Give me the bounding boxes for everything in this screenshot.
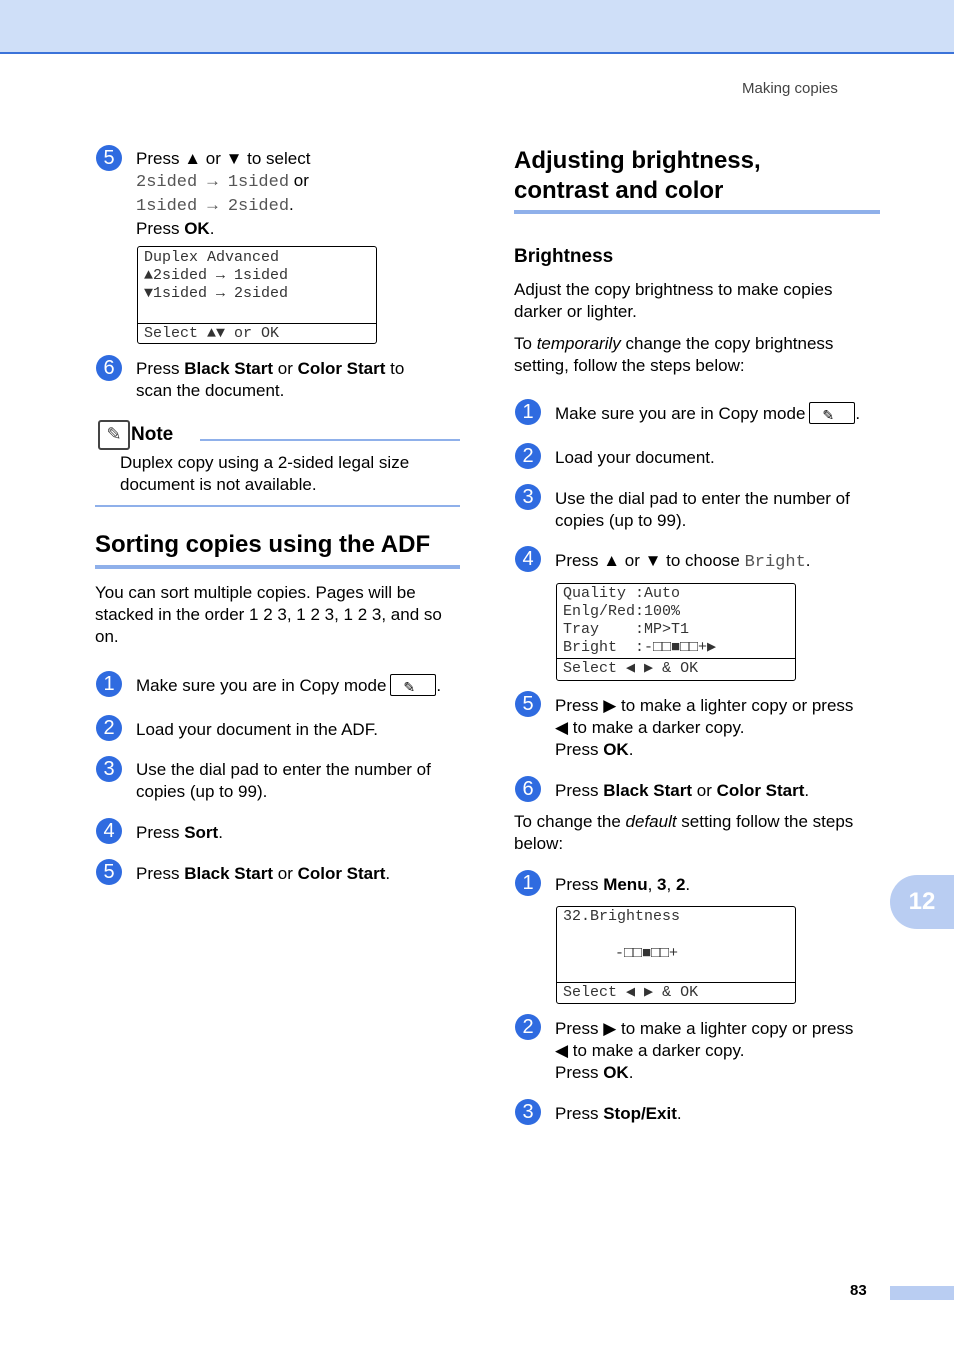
text: to make a darker copy. <box>568 1041 745 1060</box>
step-text: Load your document. <box>555 448 715 467</box>
text: on. <box>95 627 119 646</box>
text: . <box>685 875 691 894</box>
step-number: 4 <box>515 546 541 572</box>
text: Press <box>555 1063 604 1082</box>
lcd-line: Select ▲▼ or OK <box>144 325 280 342</box>
text: setting, follow the steps below: <box>514 356 745 375</box>
text: Press <box>555 875 604 894</box>
text: . <box>628 740 634 759</box>
text: . <box>289 195 294 214</box>
step-number: 3 <box>515 1099 541 1125</box>
paragraph <box>514 279 832 323</box>
sort-key: Sort <box>184 823 219 842</box>
lcd-line: Bright :-□□■□□+▶ <box>563 639 717 656</box>
text: or <box>620 551 645 570</box>
lcd-line: Quality :Auto <box>563 585 681 602</box>
step-number: 3 <box>515 484 541 510</box>
text: Press <box>555 1019 604 1038</box>
option-code: Bright <box>744 553 806 572</box>
step-text <box>555 1103 682 1125</box>
step-text: Load your document in the ADF. <box>136 720 378 739</box>
text: Press <box>555 551 604 570</box>
text: Press <box>136 359 185 378</box>
step-text <box>555 550 811 574</box>
section-rule <box>514 210 880 214</box>
right-arrow-icon: ▶ <box>603 1019 617 1038</box>
lcd-screen-brightness <box>556 906 796 1004</box>
emphasis: temporarily <box>536 334 621 353</box>
step-number: 1 <box>515 870 541 896</box>
text: to make a lighter copy or press <box>616 1019 854 1038</box>
text: copies (up to 99). <box>136 782 268 801</box>
text: Press <box>136 864 185 883</box>
step-number: 2 <box>96 715 122 741</box>
step-number: 2 <box>515 1014 541 1040</box>
text: Press <box>136 219 185 238</box>
step-number: 1 <box>515 399 541 425</box>
text: Make sure you are in Copy mode <box>555 404 806 423</box>
right-arrow-icon: ▶ <box>603 696 617 715</box>
step-text <box>555 874 690 896</box>
section-intro <box>95 582 442 648</box>
text: to choose <box>661 551 745 570</box>
text: or <box>273 864 298 883</box>
step-number: 6 <box>515 776 541 802</box>
lcd-line: Select ◀ ▶ & OK <box>563 984 699 1001</box>
note-title: Note <box>131 424 174 445</box>
text: . <box>385 864 391 883</box>
lcd-screen-copy-settings <box>556 583 796 681</box>
step-number: 3 <box>96 756 122 782</box>
step-text: Make sure you are in Copy mode ✎ . <box>555 403 860 426</box>
text: , <box>666 875 676 894</box>
step-text <box>555 488 850 532</box>
text: to <box>385 359 405 378</box>
lcd-line: Tray :MP>T1 <box>563 621 690 638</box>
text: Adjust the copy brightness to make copies <box>514 280 833 299</box>
text: change the copy brightness <box>620 334 834 353</box>
emphasis: default <box>625 812 677 831</box>
text: Use the dial pad to enter the number of <box>136 760 431 779</box>
black-start-key: Black Start <box>603 781 693 800</box>
step-number: 2 <box>515 443 541 469</box>
text: . <box>628 1063 634 1082</box>
text: Press <box>136 149 185 168</box>
step-text <box>136 863 390 885</box>
step-number: 6 <box>96 355 122 381</box>
down-arrow-icon: ▼ <box>644 551 662 570</box>
note-rule-bottom <box>95 505 460 507</box>
up-arrow-icon: ▲ <box>184 149 202 168</box>
text: , <box>647 875 658 894</box>
text: to select <box>242 149 311 168</box>
left-arrow-icon: ◀ <box>555 718 569 737</box>
chapter-tab[interactable]: 12 <box>890 875 954 929</box>
page-number-bar <box>890 1286 954 1300</box>
lcd-line: ▲2sided → 1sided <box>144 267 289 284</box>
text: To <box>514 334 537 353</box>
step-text <box>136 759 431 803</box>
text: scan the document. <box>136 381 285 400</box>
subsection-title: Brightness <box>514 246 614 267</box>
lcd-divider <box>557 982 795 983</box>
key-3: 3 <box>657 875 667 894</box>
text: Press <box>555 740 604 759</box>
lcd-divider <box>557 658 795 659</box>
color-start-key: Color Start <box>716 781 805 800</box>
menu-key: Menu <box>603 875 648 894</box>
option-code: 2sided → 1sided <box>136 173 290 192</box>
top-banner <box>0 0 954 54</box>
copy-key-icon: ✎ <box>390 674 436 696</box>
text: or <box>201 149 226 168</box>
lcd-screen-duplex <box>137 246 377 344</box>
text: or <box>289 171 309 190</box>
note-body <box>120 452 409 496</box>
down-arrow-icon: ▼ <box>225 149 243 168</box>
text: document is not available. <box>120 475 317 494</box>
note-pencil-icon: ✎ <box>98 420 130 450</box>
text: Use the dial pad to enter the number of <box>555 489 850 508</box>
black-start-key: Black Start <box>184 359 274 378</box>
text: Press <box>555 781 604 800</box>
text: . <box>676 1104 682 1123</box>
text: Make sure you are in Copy mode <box>136 676 387 695</box>
note-rule-top <box>200 439 460 441</box>
text: setting follow the steps <box>676 812 854 831</box>
text: darker or lighter. <box>514 302 637 321</box>
text: . <box>218 823 223 842</box>
paragraph <box>514 811 853 855</box>
text: . <box>805 551 811 570</box>
lcd-line: Duplex Advanced <box>144 249 280 266</box>
ok-key: OK <box>184 219 210 238</box>
option-code: 1sided → 2sided <box>136 197 290 216</box>
step-number: 4 <box>96 818 122 844</box>
lcd-line: Select ◀ ▶ & OK <box>563 660 699 677</box>
color-start-key: Color Start <box>297 864 386 883</box>
color-start-key: Color Start <box>297 359 386 378</box>
text: Press <box>555 696 604 715</box>
step-number: 5 <box>96 145 122 171</box>
section-title: Sorting copies using the ADF <box>95 531 431 558</box>
text: stacked in the order 1 2 3, 1 2 3, 1 2 3, and so <box>95 605 442 624</box>
text: copies (up to 99). <box>555 511 687 530</box>
paragraph <box>514 333 833 377</box>
step-text <box>136 822 223 844</box>
text: . <box>804 781 810 800</box>
ok-key: OK <box>603 740 629 759</box>
text: . <box>209 219 215 238</box>
lcd-line: ▼1sided → 2sided <box>144 285 289 302</box>
running-head: Making copies <box>742 80 838 97</box>
step-number: 1 <box>96 671 122 697</box>
text: You can sort multiple copies. Pages will be <box>95 583 416 602</box>
section-title <box>514 146 761 206</box>
text: To change the <box>514 812 626 831</box>
page-number: 83 <box>850 1282 867 1299</box>
lcd-line: Enlg/Red:100% <box>563 603 681 620</box>
stop-exit-key: Stop/Exit <box>603 1104 677 1123</box>
copy-key-icon: ✎ <box>809 402 855 424</box>
up-arrow-icon: ▲ <box>603 551 621 570</box>
lcd-line: -□□■□□+ <box>615 945 679 962</box>
step-text <box>136 358 404 402</box>
text: Duplex copy using a 2-sided legal size <box>120 453 410 472</box>
text: below: <box>514 834 564 853</box>
ok-key: OK <box>603 1063 629 1082</box>
text: to make a darker copy. <box>568 718 745 737</box>
step-text <box>136 148 310 240</box>
left-arrow-icon: ◀ <box>555 1041 569 1060</box>
key-2: 2 <box>675 875 686 894</box>
step-text <box>555 695 853 761</box>
section-rule <box>95 565 460 569</box>
step-text <box>555 780 809 802</box>
step-text <box>555 1018 853 1084</box>
step-text: Make sure you are in Copy mode ✎ . <box>136 675 441 698</box>
text: Press <box>136 823 185 842</box>
step-number: 5 <box>96 859 122 885</box>
lcd-divider <box>138 323 376 324</box>
step-number: 5 <box>515 691 541 717</box>
black-start-key: Black Start <box>184 864 274 883</box>
text: to make a lighter copy or press <box>616 696 854 715</box>
text: or <box>273 359 298 378</box>
text: Adjusting brightness, <box>514 147 761 174</box>
text: contrast and color <box>514 177 724 204</box>
text: Press <box>555 1104 604 1123</box>
text: or <box>692 781 717 800</box>
lcd-line: 32.Brightness <box>563 908 681 925</box>
